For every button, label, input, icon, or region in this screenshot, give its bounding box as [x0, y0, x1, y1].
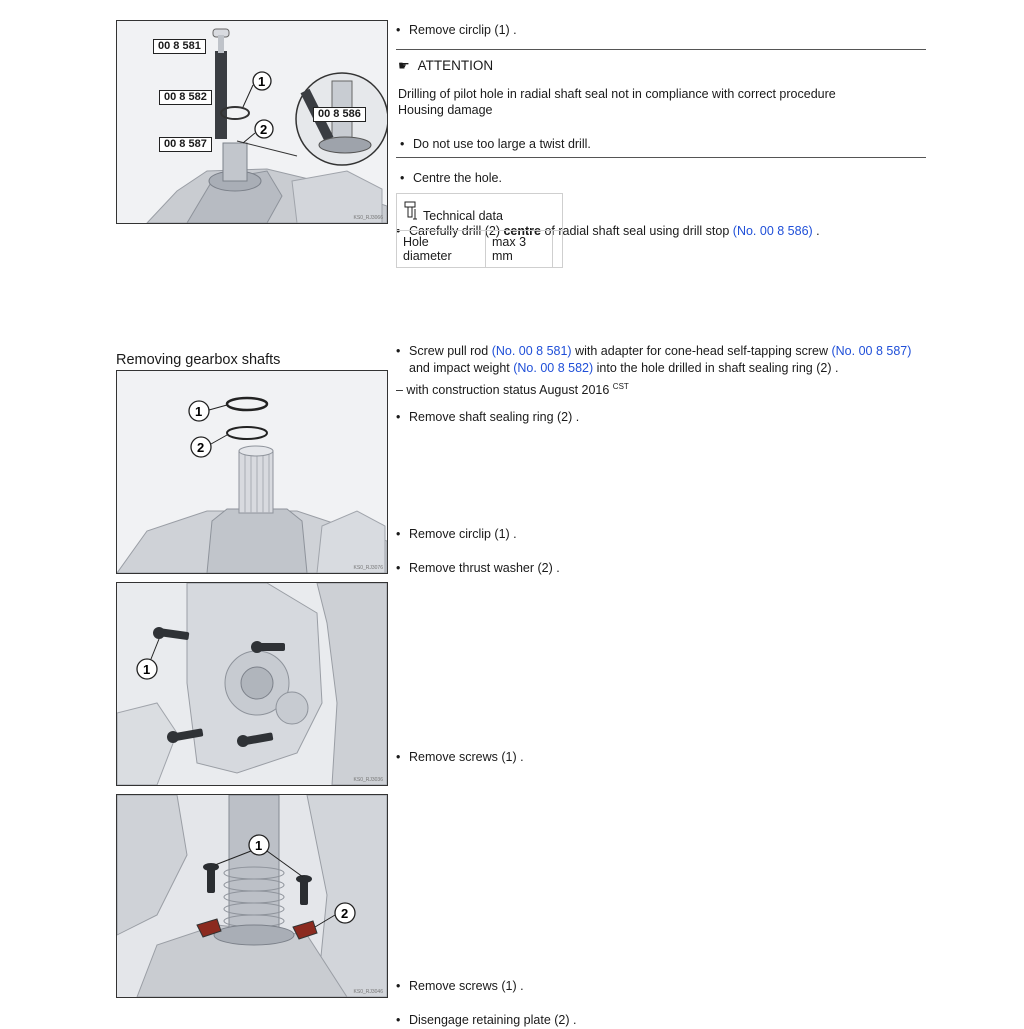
- link-00-8-582[interactable]: (No. 00 8 582): [513, 361, 594, 375]
- figure-2-illustration: [117, 371, 387, 573]
- pull-step-text-1: Screw pull rod: [409, 344, 492, 358]
- technical-data-header: [397, 194, 563, 231]
- attention-header: [398, 57, 493, 74]
- figure-4-id: KS0_RJ3046: [353, 989, 383, 995]
- link-00-8-581[interactable]: (No. 00 8 581): [491, 344, 572, 358]
- section-title-removing-gearbox-shafts: Removing gearbox shafts: [116, 352, 281, 368]
- attention-top-rule: [396, 49, 926, 50]
- link-00-8-587[interactable]: (No. 00 8 587): [831, 344, 912, 358]
- drill-step-text-1: Carefully drill (2): [409, 224, 504, 238]
- step-remove-shaft-sealing-ring: • Remove shaft sealing ring (2) .: [396, 409, 1024, 426]
- figure-retaining-plate: [116, 794, 388, 998]
- figure-circlip-thrust-washer: [116, 370, 388, 574]
- figure-pilot-hole-drilling: [116, 20, 388, 224]
- figure-3-id: KS0_RJ3036: [353, 777, 383, 783]
- figure-3-illustration: [117, 583, 387, 785]
- fig1-callout-2: 2: [260, 122, 268, 137]
- figure-1-id: KS0_RJ3066: [353, 215, 383, 221]
- hand-pointer-icon: ☛: [398, 58, 410, 73]
- attention-item-1: • Do not use too large a twist drill.: [400, 136, 1024, 153]
- fig4-callout-2: 2: [341, 906, 349, 921]
- tool-tag-00-8-582: 00 8 582: [159, 90, 212, 105]
- construction-status-note: [396, 378, 629, 399]
- technical-data-title: Technical data: [423, 208, 503, 223]
- tool-tag-00-8-581: 00 8 581: [153, 39, 206, 54]
- construction-status-superscript: CST: [612, 382, 629, 391]
- drill-step-bold: centre: [503, 224, 541, 238]
- figure-2-id: KS0_RJ3076: [353, 565, 383, 571]
- tool-tag-00-8-587: 00 8 587: [159, 137, 212, 152]
- step-remove-thrust-washer: • Remove thrust washer (2) .: [396, 560, 1024, 577]
- drill-step-text-3: .: [812, 224, 820, 238]
- step-remove-circlip-2: • Remove circlip (1) .: [396, 526, 1024, 543]
- figure-4-illustration: [117, 795, 387, 997]
- link-00-8-586[interactable]: (No. 00 8 586): [732, 224, 813, 238]
- tech-value-hole-diameter: max 3 mm: [486, 231, 553, 268]
- step-remove-screws-2: • Remove screws (1) .: [396, 978, 1024, 995]
- attention-item-2: • Centre the hole.: [400, 170, 1024, 187]
- step-screw-pull-rod: [396, 343, 939, 377]
- tool-tag-00-8-586: 00 8 586: [313, 107, 366, 122]
- technical-data-table: [396, 193, 563, 268]
- step-disengage-retaining-plate: • Disengage retaining plate (2) .: [396, 1012, 1024, 1029]
- pull-step-text-2: with adapter for cone-head self-tapping screw: [571, 344, 832, 358]
- fig2-callout-1: 1: [195, 404, 203, 419]
- fig1-callout-1: 1: [258, 74, 266, 89]
- figure-remove-screws: [116, 582, 388, 786]
- attention-label: ATTENTION: [417, 58, 494, 73]
- tech-empty-cell: [553, 231, 563, 268]
- attention-bottom-rule: [396, 157, 926, 158]
- pull-step-text-4: into the hole drilled in shaft sealing ring (2) .: [593, 361, 839, 375]
- fig2-callout-2: 2: [197, 440, 205, 455]
- step-remove-screws-1: • Remove screws (1) .: [396, 749, 1024, 766]
- attention-heading: Drilling of pilot hole in radial shaft seal not in compliance with correct procedure: [398, 87, 836, 101]
- fig3-callout-1: 1: [143, 662, 151, 677]
- step-remove-circlip: • Remove circlip (1) .: [396, 22, 1024, 39]
- pull-step-text-3: and impact weight: [409, 361, 514, 375]
- attention-subtitle: Housing damage: [398, 103, 493, 117]
- tech-label-hole-diameter: Hole diameter: [397, 231, 486, 268]
- micrometer-icon: [403, 201, 417, 224]
- drill-step-text-2: of radial shaft seal using drill stop: [541, 224, 733, 238]
- fig4-callout-1: 1: [255, 838, 263, 853]
- construction-status-text: – with construction status August 2016: [396, 383, 613, 398]
